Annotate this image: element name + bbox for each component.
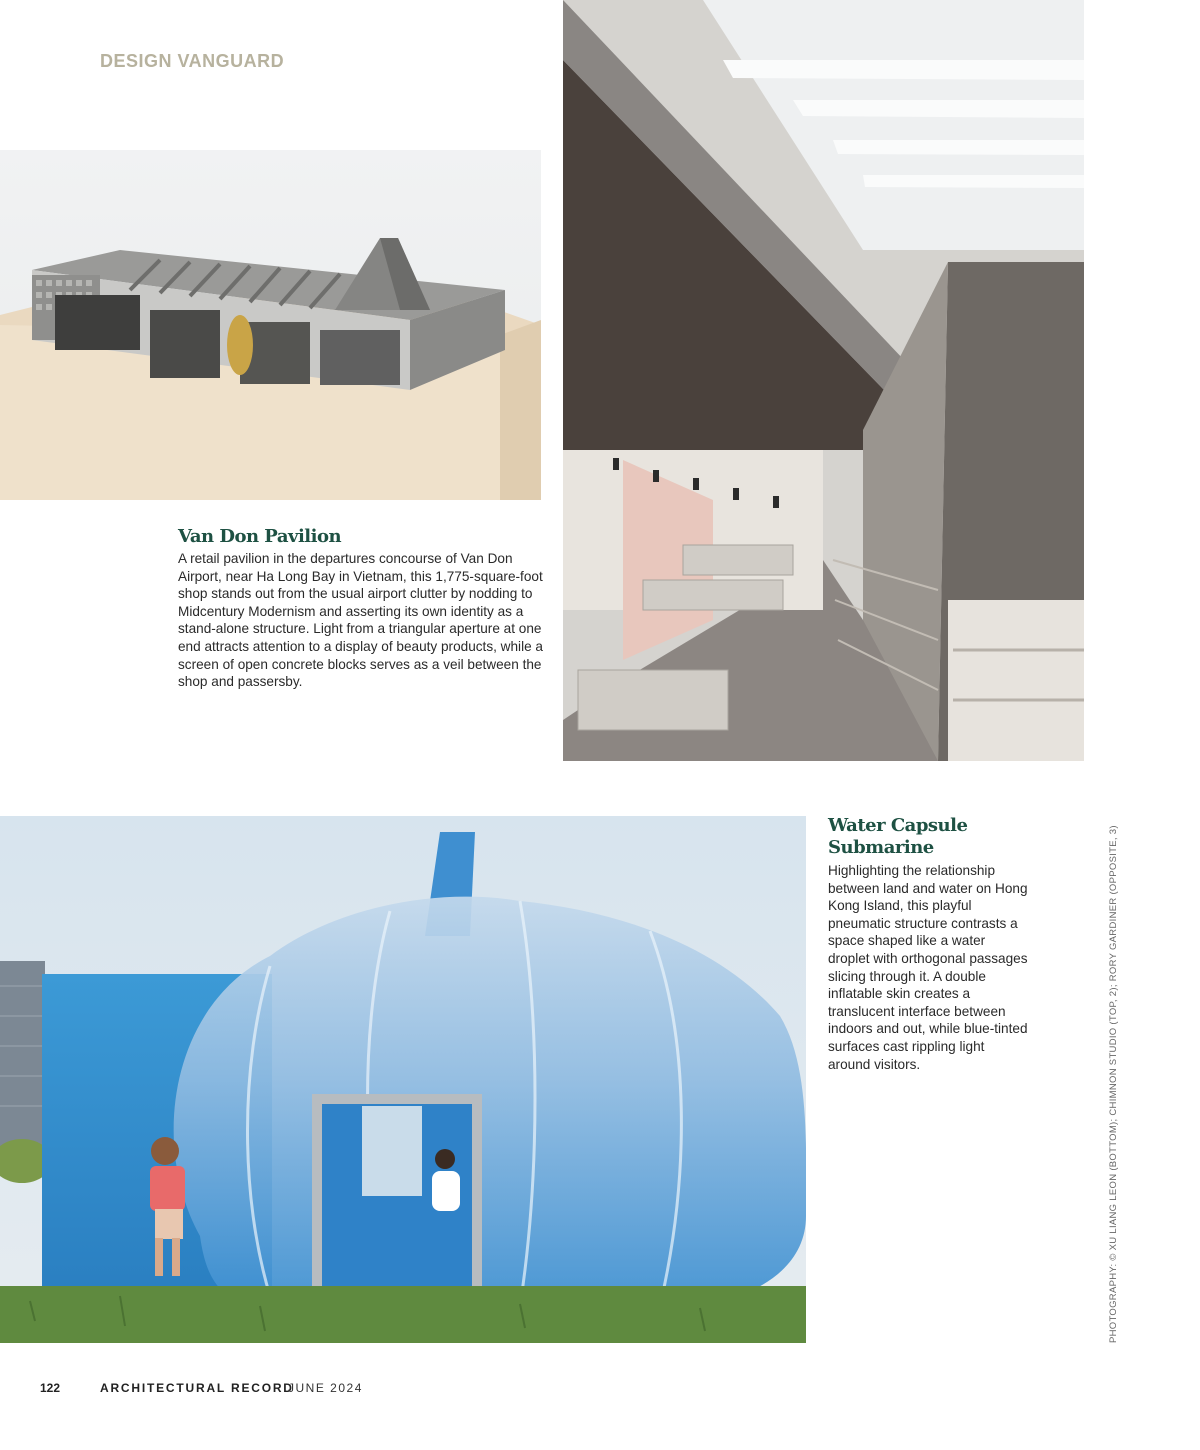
pavilion-interior-photo bbox=[563, 0, 1084, 761]
article-van-don-pavilion bbox=[178, 526, 543, 691]
section-label: DESIGN VANGUARD bbox=[100, 51, 285, 71]
photo-credit: PHOTOGRAPHY: © XU LIANG LEON (BOTTOM); CHIMNON STUDIO (TOP, 2); RORY GARDINER (OPPOSITE, 3) bbox=[1108, 825, 1119, 1343]
article-body: A retail pavilion in the departures concourse of Van Don Airport, near Ha Long Bay in Vietnam, this 1,775-square-foot shop stands out from the usual airport clutter by nodding to Midcentury Modernism and asserting its own identity as a stand-alone structure. Light from a triangular aperture at one end attracts attention to a display of beauty products, while a screen of open concrete blocks serves as a veil between the shop and passersby. bbox=[178, 551, 543, 690]
article-title: Van Don Pavilion bbox=[178, 526, 342, 547]
page-number: 122 bbox=[40, 1381, 61, 1395]
article-body: Highlighting the relationship between land and water on Hong Kong Island, this playful pneumatic structure contrasts a space shaped like a water droplet with orthogonal passages slicing through it. A double inflatable skin creates a translucent interface between indoors and out, while blue-tinted surfaces cast rippling light around visitors. bbox=[828, 863, 1028, 1072]
article-water-capsule-submarine bbox=[828, 815, 1028, 1073]
magazine-name: ARCHITECTURAL RECORD bbox=[100, 1381, 294, 1395]
issue-date: JUNE 2024 bbox=[288, 1381, 363, 1395]
water-capsule-photo bbox=[0, 816, 806, 1343]
pavilion-model-photo bbox=[0, 150, 541, 500]
article-title: Water Capsule Submarine bbox=[828, 815, 968, 858]
